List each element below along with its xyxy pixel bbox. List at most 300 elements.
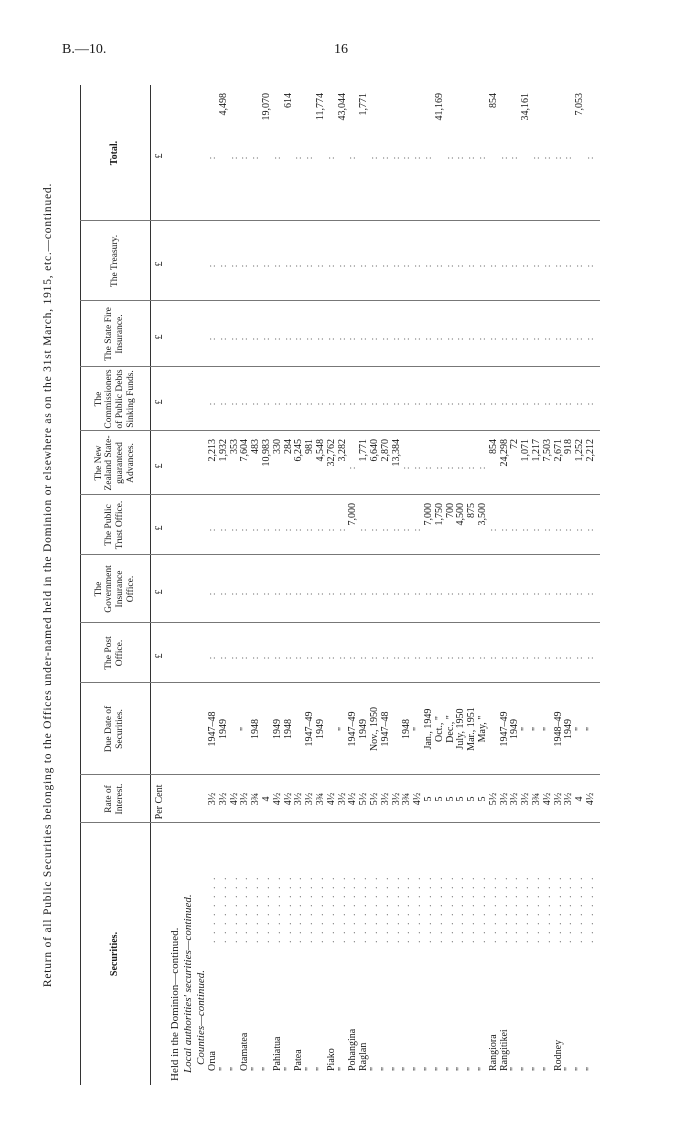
leader-dots: . . . . . . . . — [455, 875, 467, 943]
column-header-securities: Securities. — [109, 931, 121, 977]
column-unit-trust: £ — [154, 525, 165, 531]
column-unit-insurance: £ — [154, 589, 165, 595]
column-unit-post: £ — [154, 653, 165, 659]
security-name: " — [304, 1066, 316, 1071]
due-date: 1949 — [358, 719, 370, 739]
cell-advances: 284 — [282, 439, 294, 454]
cell-advances: 3,282 — [336, 439, 348, 462]
due-date: July, 1950 — [455, 708, 467, 750]
cell-post: : — [455, 654, 467, 660]
cell-post: : — [552, 654, 564, 660]
cell-treasury: : — [217, 262, 229, 268]
column-unit-total: £ — [154, 153, 165, 159]
cell-trust: : — [239, 526, 251, 532]
leader-dots: . . . . . . . . — [585, 875, 596, 943]
cell-treasury: : — [336, 262, 348, 268]
cell-post: : — [261, 654, 272, 660]
section-heading: Held in the Dominion—continued. — [169, 927, 181, 1081]
cell-post: : — [293, 654, 305, 660]
cell-post: : — [574, 654, 586, 660]
leader-dots: . . . . . . . . — [282, 875, 294, 943]
cell-insurance: : — [531, 590, 542, 596]
cell-treasury: : — [282, 262, 294, 268]
cell-total: : — [412, 154, 424, 160]
interest-rate: 4½ — [541, 792, 553, 806]
cell-trust: 700 — [444, 503, 456, 518]
cell-post: : — [379, 654, 391, 660]
cell-insurance: : — [250, 590, 262, 596]
interest-rate: 3½ — [293, 792, 305, 806]
cell-sinking: : — [282, 400, 294, 406]
interest-rate: 5½ — [358, 792, 370, 806]
cell-trust: : — [271, 526, 283, 532]
due-date: Mar., 1951 — [466, 707, 478, 751]
cell-sinking: : — [325, 400, 337, 406]
cell-advances: 483 — [250, 439, 262, 454]
cell-sinking: : — [466, 400, 478, 406]
security-name: Rangiora — [487, 1034, 499, 1071]
cell-fire: : — [412, 335, 424, 341]
cell-advances: 1,771 — [358, 439, 370, 462]
column-header-total: Total. — [109, 140, 121, 166]
security-name: " — [585, 1066, 596, 1071]
cell-treasury: : — [325, 262, 337, 268]
cell-trust: : — [401, 526, 413, 532]
cell-trust: : — [379, 526, 391, 532]
due-date: 1948 — [282, 719, 294, 739]
cell-treasury: : — [520, 262, 532, 268]
cell-total: 19,070 — [261, 93, 272, 121]
cell-sinking: : — [293, 400, 305, 406]
security-name: " — [228, 1066, 240, 1071]
cell-treasury: : — [531, 262, 542, 268]
column-header-fire: The State Fire Insurance. — [104, 307, 125, 361]
leader-dots: . . . . . . . . — [487, 875, 499, 943]
security-name: " — [217, 1066, 229, 1071]
cell-fire: : — [487, 335, 499, 341]
cell-sinking: : — [401, 400, 413, 406]
due-date: 1948–49 — [552, 711, 564, 747]
cell-trust: 1,750 — [433, 503, 445, 526]
cell-fire: : — [531, 335, 542, 341]
cell-sinking: : — [412, 400, 424, 406]
interest-rate: 3½ — [390, 792, 402, 806]
section-heading: Local authorities' securities—continued. — [182, 894, 194, 1073]
security-name: " — [261, 1066, 272, 1071]
interest-rate: 4½ — [228, 792, 240, 806]
column-header-treasury: The Treasury. — [109, 234, 120, 288]
cell-fire: : — [455, 335, 467, 341]
due-date: " — [541, 726, 553, 732]
leader-dots: . . . . . . . . — [423, 875, 434, 943]
cell-trust: : — [261, 526, 272, 532]
cell-fire: : — [477, 335, 488, 341]
cell-post: : — [325, 654, 337, 660]
cell-fire: : — [520, 335, 532, 341]
cell-advances: : — [433, 464, 445, 470]
cell-advances: 330 — [271, 439, 283, 454]
cell-fire: : — [466, 335, 478, 341]
cell-post: : — [433, 654, 445, 660]
cell-treasury: : — [509, 262, 521, 268]
cell-fire: : — [293, 335, 305, 341]
cell-fire: : — [574, 335, 586, 341]
leader-dots: . . . . . . . . — [315, 875, 326, 943]
cell-trust: : — [574, 526, 586, 532]
due-date: " — [585, 726, 596, 732]
interest-rate: 4½ — [325, 792, 337, 806]
cell-trust: : — [487, 526, 499, 532]
interest-rate: 3½ — [239, 792, 251, 806]
leader-dots: . . . . . . . . — [325, 875, 337, 943]
cell-sinking: : — [217, 400, 229, 406]
cell-insurance: : — [261, 590, 272, 596]
leader-dots: . . . . . . . . — [412, 875, 424, 943]
cell-sinking: : — [304, 400, 316, 406]
cell-total: : — [498, 154, 510, 160]
leader-dots: . . . . . . . . — [520, 875, 532, 943]
cell-total: 41,169 — [433, 93, 445, 121]
security-name: " — [336, 1066, 348, 1071]
interest-rate: 4½ — [412, 792, 424, 806]
leader-dots: . . . . . . . . — [347, 875, 359, 943]
cell-sinking: : — [509, 400, 521, 406]
cell-insurance: : — [541, 590, 553, 596]
security-name: Patea — [293, 1049, 305, 1071]
cell-fire: : — [390, 335, 402, 341]
due-date: " — [574, 726, 586, 732]
cell-post: : — [585, 654, 596, 660]
leader-dots: . . . . . . . . — [304, 875, 316, 943]
cell-treasury: : — [563, 262, 575, 268]
cell-treasury: : — [466, 262, 478, 268]
cell-post: : — [217, 654, 229, 660]
security-name: Orua — [207, 1051, 218, 1071]
cell-post: : — [347, 654, 359, 660]
due-date: 1947–49 — [304, 711, 316, 747]
cell-post: : — [477, 654, 488, 660]
interest-rate: 5 — [423, 796, 434, 802]
cell-trust: : — [509, 526, 521, 532]
interest-rate: 5 — [433, 796, 445, 802]
cell-trust: : — [585, 526, 596, 532]
cell-insurance: : — [217, 590, 229, 596]
cell-total: : — [228, 154, 240, 160]
leader-dots: . . . . . . . . — [531, 875, 542, 943]
cell-fire: : — [509, 335, 521, 341]
cell-total: 4,498 — [217, 93, 229, 116]
cell-insurance: : — [466, 590, 478, 596]
interest-rate: 4 — [261, 796, 272, 802]
cell-post: : — [315, 654, 326, 660]
due-date: " — [336, 726, 348, 732]
cell-advances: 6,245 — [293, 439, 305, 462]
cell-sinking: : — [444, 400, 456, 406]
cell-fire: : — [498, 335, 510, 341]
cell-trust: : — [520, 526, 532, 532]
cell-advances: 1,217 — [531, 439, 542, 462]
table-title: Return of all Public Securities belonging to the Offices under-named held in the Dominion or elsewhere as on the 31st March, 1915, etc.—continued. — [42, 182, 54, 988]
cell-insurance: : — [477, 590, 488, 596]
cell-advances: 2,213 — [207, 439, 218, 462]
leader-dots: . . . . . . . . — [444, 875, 456, 943]
leader-dots: . . . . . . . . — [358, 875, 370, 943]
cell-post: : — [282, 654, 294, 660]
cell-total: : — [466, 154, 478, 160]
cell-post: : — [520, 654, 532, 660]
cell-post: : — [304, 654, 316, 660]
interest-rate: 3½ — [563, 792, 575, 806]
cell-trust: 7,000 — [423, 503, 434, 526]
cell-insurance: : — [585, 590, 596, 596]
security-name: " — [369, 1066, 380, 1071]
leader-dots: . . . . . . . . — [466, 875, 478, 943]
column-header-rate: Rate of Interest. — [104, 783, 125, 815]
cell-advances: 2,671 — [552, 439, 564, 462]
cell-sinking: : — [552, 400, 564, 406]
cell-post: : — [466, 654, 478, 660]
cell-trust: : — [325, 526, 337, 532]
cell-insurance: : — [304, 590, 316, 596]
leader-dots: . . . . . . . . — [379, 875, 391, 943]
cell-treasury: : — [239, 262, 251, 268]
cell-insurance: : — [412, 590, 424, 596]
cell-total: : — [552, 154, 564, 160]
column-unit-rate: Per Cent — [154, 784, 165, 820]
cell-total: : — [585, 154, 596, 160]
cell-post: : — [401, 654, 413, 660]
cell-advances: 2,212 — [585, 439, 596, 462]
cell-post: : — [390, 654, 402, 660]
cell-fire: : — [207, 335, 218, 341]
header-rule — [150, 85, 151, 1085]
cell-advances: 10,983 — [261, 439, 272, 467]
cell-fire: : — [282, 335, 294, 341]
due-date: May, " — [477, 715, 488, 743]
cell-advances: : — [423, 464, 434, 470]
due-date: 1949 — [563, 719, 575, 739]
leader-dots: . . . . . . . . — [541, 875, 553, 943]
cell-trust: : — [563, 526, 575, 532]
cell-insurance: : — [282, 590, 294, 596]
cell-treasury: : — [487, 262, 499, 268]
interest-rate: 4½ — [282, 792, 294, 806]
cell-post: : — [541, 654, 553, 660]
cell-advances: : — [401, 464, 413, 470]
cell-insurance: : — [325, 590, 337, 596]
cell-post: : — [207, 654, 218, 660]
cell-advances: 7,604 — [239, 439, 251, 462]
security-name: " — [477, 1066, 488, 1071]
cell-treasury: : — [390, 262, 402, 268]
cell-total: : — [250, 154, 262, 160]
due-date: 1948 — [401, 719, 413, 739]
cell-insurance: : — [520, 590, 532, 596]
rotated-table-page — [40, 85, 600, 1085]
cell-total: : — [325, 154, 337, 160]
security-name: Raglan — [358, 1042, 370, 1071]
cell-post: : — [444, 654, 456, 660]
interest-rate: 3½ — [304, 792, 316, 806]
due-date: 1949 — [271, 719, 283, 739]
cell-advances: 1,252 — [574, 439, 586, 462]
cell-advances: : — [477, 464, 488, 470]
cell-treasury: : — [304, 262, 316, 268]
cell-sinking: : — [477, 400, 488, 406]
cell-sinking: : — [574, 400, 586, 406]
interest-rate: 4½ — [585, 792, 596, 806]
cell-trust: 3,500 — [477, 503, 488, 526]
cell-treasury: : — [498, 262, 510, 268]
leader-dots: . . . . . . . . — [228, 875, 240, 943]
security-name: " — [509, 1066, 521, 1071]
cell-advances: 918 — [563, 439, 575, 454]
cell-trust: : — [217, 526, 229, 532]
cell-advances: 24,298 — [498, 439, 510, 467]
cell-treasury: : — [412, 262, 424, 268]
cell-total: : — [477, 154, 488, 160]
column-header-due: Due Date of Securities. — [104, 705, 125, 753]
cell-trust: : — [207, 526, 218, 532]
cell-insurance: : — [293, 590, 305, 596]
leader-dots: . . . . . . . . — [401, 875, 413, 943]
cell-advances: 981 — [304, 439, 316, 454]
cell-trust: 4,500 — [455, 503, 467, 526]
leader-dots: . . . . . . . . — [552, 875, 564, 943]
security-name: " — [541, 1066, 553, 1071]
cell-fire: : — [358, 335, 370, 341]
cell-sinking: : — [250, 400, 262, 406]
cell-sinking: : — [390, 400, 402, 406]
column-header-post: The Post Office. — [104, 636, 125, 670]
security-name: " — [563, 1066, 575, 1071]
due-date: " — [239, 726, 251, 732]
cell-insurance: : — [509, 590, 521, 596]
cell-insurance: : — [228, 590, 240, 596]
cell-sinking: : — [228, 400, 240, 406]
due-date: Dec., " — [444, 715, 456, 743]
cell-total: 854 — [487, 93, 499, 108]
due-date: " — [531, 726, 542, 732]
report-reference: B.—10. — [62, 42, 107, 57]
due-date: 1949 — [315, 719, 326, 739]
cell-advances: : — [466, 464, 478, 470]
cell-fire: : — [336, 335, 348, 341]
security-name: Pohangina — [347, 1028, 359, 1071]
leader-dots: . . . . . . . . — [239, 875, 251, 943]
cell-trust: : — [250, 526, 262, 532]
cell-total: 1,771 — [358, 93, 370, 116]
cell-sinking: : — [369, 400, 380, 406]
due-date: 1947–48 — [207, 711, 218, 747]
cell-fire: : — [401, 335, 413, 341]
column-header-trust: The Public Trust Office. — [104, 500, 125, 550]
interest-rate: 4 — [574, 796, 586, 802]
cell-insurance: : — [455, 590, 467, 596]
cell-insurance: : — [401, 590, 413, 596]
due-date: " — [520, 726, 532, 732]
cell-total: : — [531, 154, 542, 160]
cell-trust: : — [498, 526, 510, 532]
cell-fire: : — [315, 335, 326, 341]
cell-sinking: : — [239, 400, 251, 406]
due-date: Jan., 1949 — [423, 708, 434, 750]
cell-total: : — [401, 154, 413, 160]
cell-total: : — [390, 154, 402, 160]
cell-advances: 6,640 — [369, 439, 380, 462]
leader-dots: . . . . . . . . — [261, 875, 272, 943]
column-header-advances: The New Zealand State-guaranteed Advances. — [93, 435, 136, 491]
interest-rate: 5½ — [487, 792, 499, 806]
cell-treasury: : — [455, 262, 467, 268]
page-number: 16 — [334, 42, 348, 57]
cell-total: : — [304, 154, 316, 160]
cell-sinking: : — [541, 400, 553, 406]
cell-treasury: : — [250, 262, 262, 268]
cell-insurance: : — [487, 590, 499, 596]
interest-rate: 3¾ — [531, 792, 542, 806]
cell-total: : — [509, 154, 521, 160]
cell-sinking: : — [531, 400, 542, 406]
cell-treasury: : — [315, 262, 326, 268]
cell-advances: 1,071 — [520, 439, 532, 462]
cell-sinking: : — [563, 400, 575, 406]
cell-trust: : — [304, 526, 316, 532]
due-date: 1947–49 — [347, 711, 359, 747]
cell-post: : — [358, 654, 370, 660]
cell-treasury: : — [433, 262, 445, 268]
cell-fire: : — [433, 335, 445, 341]
interest-rate: 5 — [444, 796, 456, 802]
cell-fire: : — [444, 335, 456, 341]
cell-insurance: : — [498, 590, 510, 596]
column-header-insurance: The Government Insurance Office. — [93, 565, 136, 613]
cell-insurance: : — [444, 590, 456, 596]
interest-rate: 5½ — [369, 792, 380, 806]
cell-fire: : — [325, 335, 337, 341]
cell-advances: 353 — [228, 439, 240, 454]
cell-sinking: : — [455, 400, 467, 406]
security-name: " — [531, 1066, 542, 1071]
cell-sinking: : — [315, 400, 326, 406]
security-name: " — [574, 1066, 586, 1071]
cell-sinking: : — [498, 400, 510, 406]
cell-sinking: : — [423, 400, 434, 406]
cell-trust: : — [315, 526, 326, 532]
interest-rate: 4½ — [347, 792, 359, 806]
cell-insurance: : — [563, 590, 575, 596]
interest-rate: 5 — [455, 796, 467, 802]
cell-post: : — [531, 654, 542, 660]
cell-total: : — [293, 154, 305, 160]
cell-treasury: : — [293, 262, 305, 268]
cell-insurance: : — [336, 590, 348, 596]
cell-fire: : — [217, 335, 229, 341]
cell-sinking: : — [585, 400, 596, 406]
cell-total: 11,774 — [315, 93, 326, 121]
cell-total: : — [271, 154, 283, 160]
cell-insurance: : — [369, 590, 380, 596]
cell-fire: : — [239, 335, 251, 341]
cell-treasury: : — [347, 262, 359, 268]
cell-sinking: : — [487, 400, 499, 406]
cell-treasury: : — [552, 262, 564, 268]
cell-sinking: : — [520, 400, 532, 406]
security-name: " — [315, 1066, 326, 1071]
leader-dots: . . . . . . . . — [250, 875, 262, 943]
cell-post: : — [509, 654, 521, 660]
cell-advances: 7,503 — [541, 439, 553, 462]
